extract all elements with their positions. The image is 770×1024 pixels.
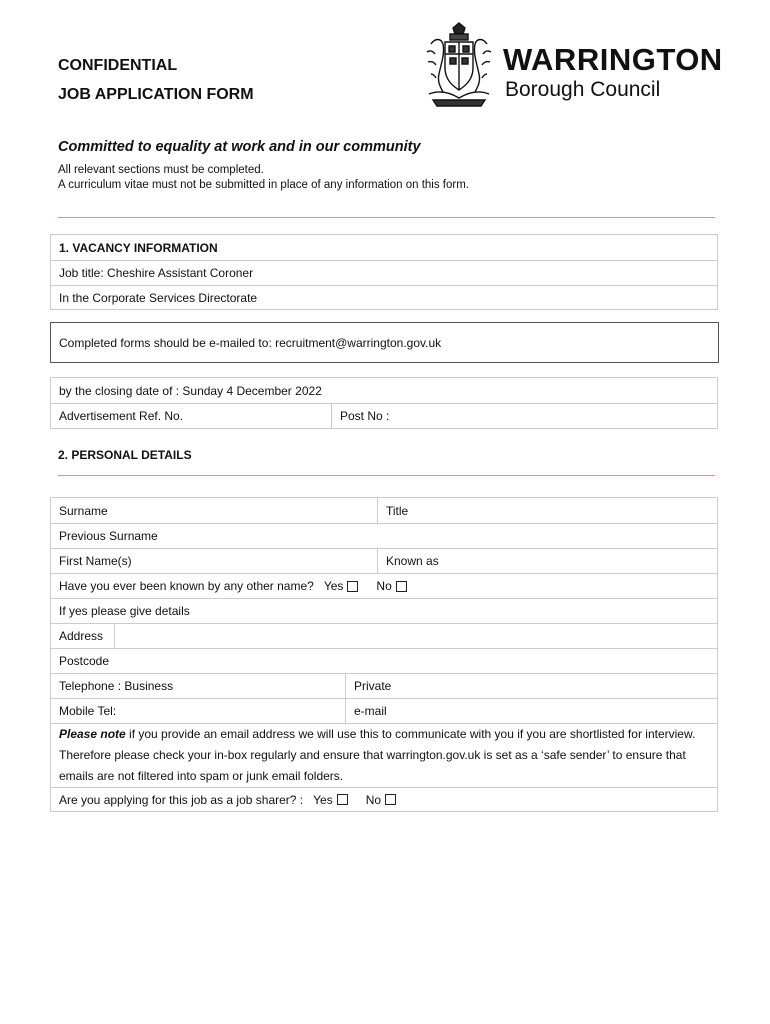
table-row <box>51 598 717 623</box>
mobile-field[interactable]: Mobile Tel: <box>59 704 117 718</box>
table-row <box>51 698 717 723</box>
post-no-field[interactable]: Post No : <box>331 404 717 428</box>
email-note-bold: Please note <box>59 727 126 741</box>
job-share-yes-label: Yes <box>313 792 333 807</box>
other-name-row <box>51 574 717 598</box>
job-share-yes-checkbox[interactable] <box>337 794 348 805</box>
tel-private-field[interactable]: Private <box>345 674 717 698</box>
table-row <box>51 285 717 309</box>
vacancy-heading: 1. VACANCY INFORMATION <box>59 240 218 255</box>
table-row <box>51 548 717 573</box>
job-share-question: Are you applying for this job as a job sharer? : <box>59 792 304 807</box>
form-title: JOB APPLICATION FORM <box>58 86 254 103</box>
closing-date: by the closing date of : Sunday 4 December 2022 <box>59 383 322 398</box>
address-field[interactable] <box>114 624 717 648</box>
table-row <box>51 723 717 787</box>
email-note <box>51 724 717 787</box>
other-name-yes-checkbox[interactable] <box>347 581 358 592</box>
email-instruction: Completed forms should be e-mailed to: recruitment@warrington.gov.uk <box>59 335 442 350</box>
closing-table <box>50 377 718 429</box>
table-row <box>51 523 717 548</box>
coat-of-arms-icon <box>423 22 495 108</box>
known-as-field[interactable]: Known as <box>377 549 717 573</box>
address-label: Address <box>59 629 104 643</box>
other-name-details-field[interactable]: If yes please give details <box>59 604 190 618</box>
table-row <box>51 235 717 260</box>
other-name-no-checkbox[interactable] <box>396 581 407 592</box>
first-names-field[interactable]: First Name(s) <box>59 554 132 568</box>
postcode-field[interactable]: Postcode <box>59 654 110 668</box>
job-share-row <box>51 788 717 811</box>
brand-name: WARRINGTON <box>503 42 723 77</box>
table-row <box>51 573 717 598</box>
surname-field[interactable]: Surname <box>59 503 108 518</box>
personal-details-table <box>50 497 718 812</box>
green-divider <box>58 475 715 476</box>
tel-business-field[interactable]: Telephone : Business <box>59 679 174 693</box>
email-instruction-box <box>50 322 719 363</box>
brand-subtitle: Borough Council <box>505 78 661 101</box>
table-row <box>51 673 717 698</box>
email-note-text: if you provide an email address we will use this to communicate with you if you are shortlisted for interview. Therefore please check your in-box regularly and ensure that warrington.gov.uk is set as a ‘safe sender’ to ensure that emails are not filtered into spam or junk email folders. <box>59 727 696 783</box>
intro-text <box>58 163 469 193</box>
table-row <box>51 623 717 648</box>
job-share-no-checkbox[interactable] <box>385 794 396 805</box>
directorate-field[interactable]: In the Corporate Services Directorate <box>59 290 258 305</box>
other-name-yes-label: Yes <box>323 579 344 593</box>
table-row <box>51 403 717 428</box>
other-name-question: Have you ever been known by any other name? <box>59 579 314 593</box>
intro-line-1: All relevant sections must be completed. <box>58 164 264 176</box>
previous-surname-field[interactable]: Previous Surname <box>59 529 158 543</box>
green-divider <box>58 217 715 218</box>
title-field[interactable]: Title <box>377 498 717 523</box>
table-row <box>51 648 717 673</box>
job-title-field[interactable]: Job title: Cheshire Assistant Coroner <box>59 266 254 280</box>
table-row <box>51 260 717 285</box>
intro-line-2: A curriculum vitae must not be submitted in place of any information on this form. <box>58 179 469 191</box>
table-row <box>51 787 717 811</box>
other-name-no-label: No <box>376 579 392 593</box>
personal-details-heading: 2. PERSONAL DETAILS <box>58 448 192 462</box>
vacancy-table <box>50 234 718 310</box>
job-share-no-label: No <box>365 792 382 807</box>
table-row <box>51 498 717 523</box>
email-field[interactable]: e-mail <box>345 699 717 723</box>
confidential-label: CONFIDENTIAL <box>58 57 178 74</box>
tagline: Committed to equality at work and in our community <box>58 139 421 155</box>
table-row <box>51 378 717 403</box>
advert-ref-field[interactable]: Advertisement Ref. No. <box>59 409 184 423</box>
